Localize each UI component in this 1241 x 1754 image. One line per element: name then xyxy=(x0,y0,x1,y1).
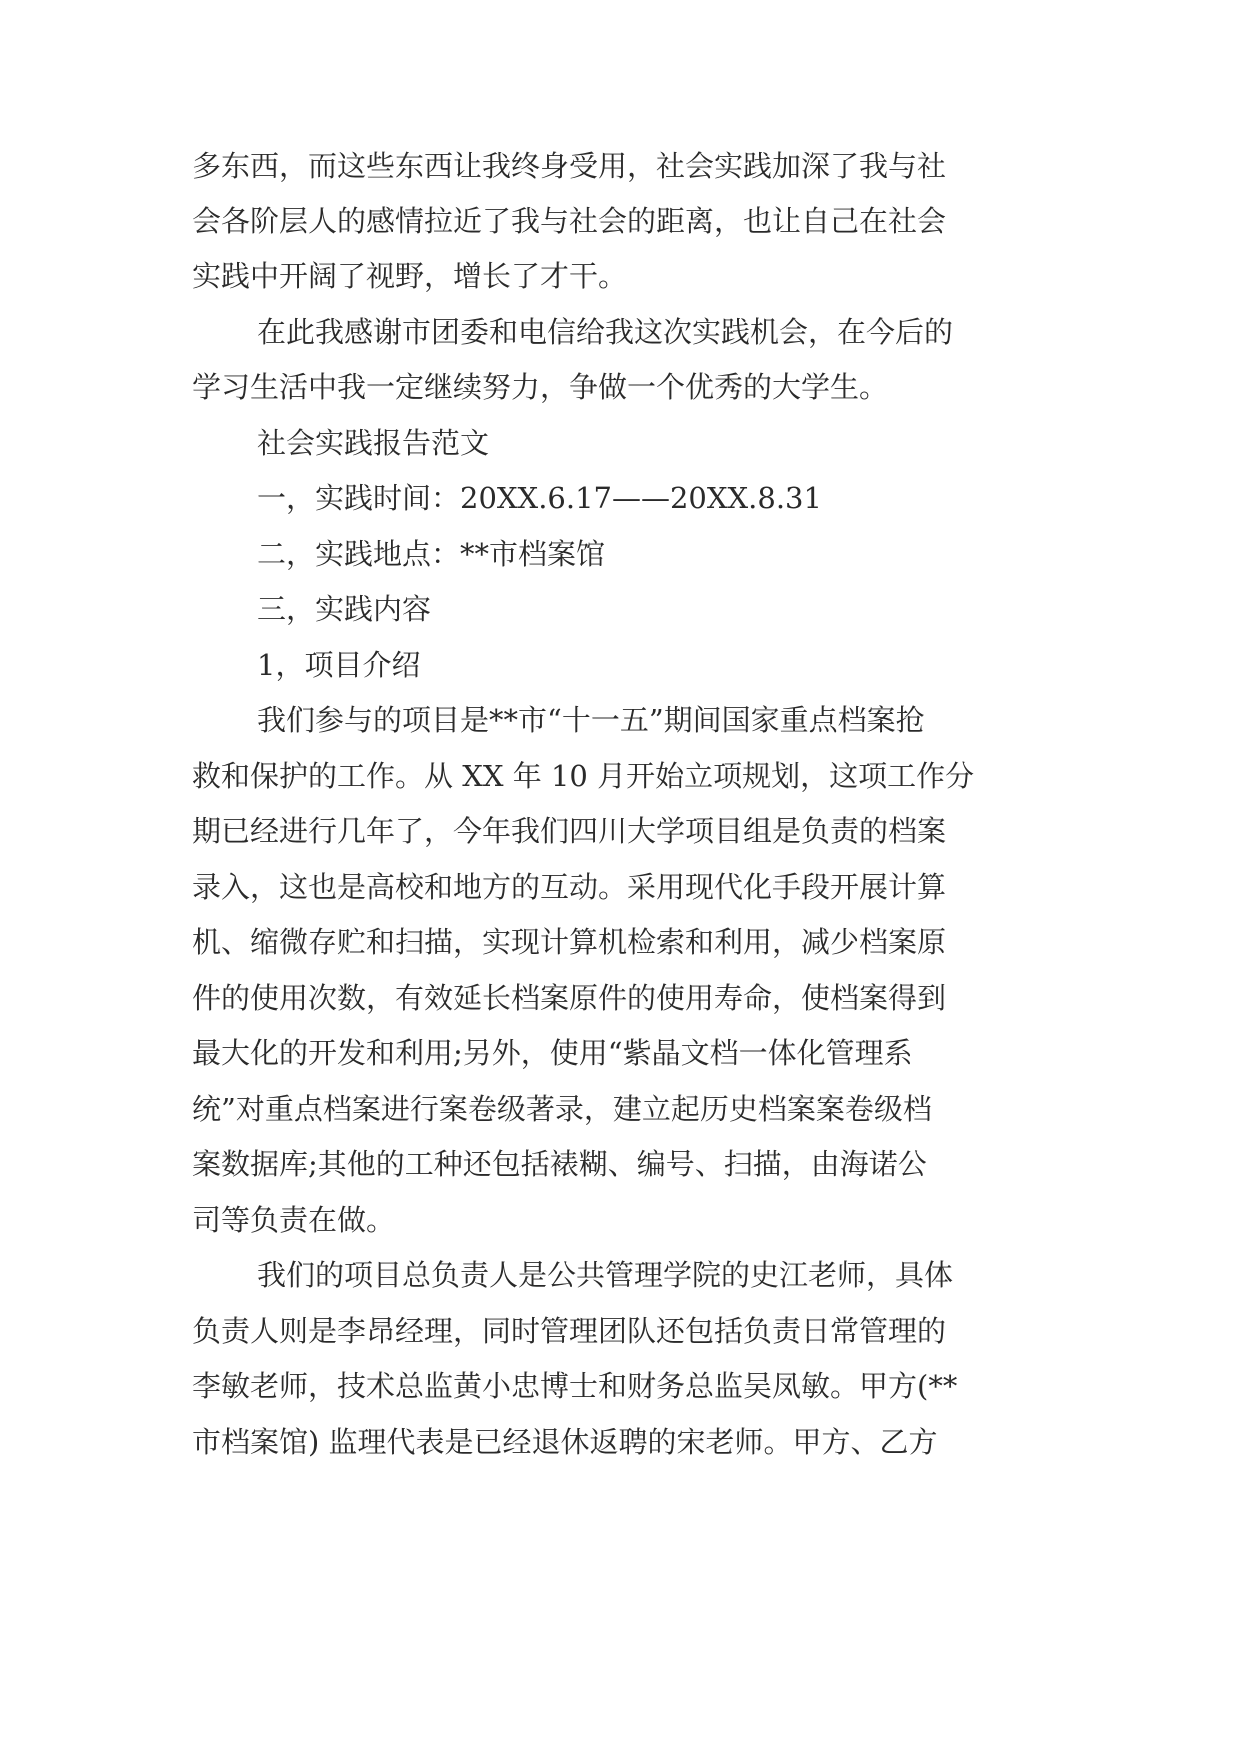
text-line: 期已经进行几年了，今年我们四川大学项目组是负责的档案 xyxy=(192,814,947,848)
text-line: 会各阶层人的感情拉近了我与社会的距离，也让自己在社会 xyxy=(192,204,947,238)
text-line: 救和保护的工作。从 XX 年 10 月开始立项规划，这项工作分 xyxy=(192,759,975,793)
paragraph-first-line: 我们参与的项目是**市“十一五”期间国家重点档案抢 xyxy=(257,703,925,737)
text-line: 多东西，而这些东西让我终身受用，社会实践加深了我与社 xyxy=(192,149,947,183)
text-line: 负责人则是李昂经理，同时管理团队还包括负责日常管理的 xyxy=(192,1314,947,1348)
text-line: 学习生活中我一定继续努力，争做一个优秀的大学生。 xyxy=(192,370,889,404)
text-line: 市档案馆) 监理代表是已经退休返聘的宋老师。甲方、乙方 xyxy=(192,1425,938,1459)
section-heading: 社会实践报告范文 xyxy=(257,426,490,460)
text-line: 机、缩微存贮和扫描，实现计算机检索和利用，减少档案原 xyxy=(192,925,947,959)
text-line: 李敏老师，技术总监黄小忠博士和财务总监吴凤敏。甲方(** xyxy=(192,1369,958,1403)
subsection-heading: 1，项目介绍 xyxy=(257,648,421,682)
text-line: 件的使用次数，有效延长档案原件的使用寿命，使档案得到 xyxy=(192,981,947,1015)
text-line: 录入，这也是高校和地方的互动。采用现代化手段开展计算 xyxy=(192,870,947,904)
text-line: 案数据库;其他的工种还包括裱糊、编号、扫描，由海诺公 xyxy=(192,1147,927,1181)
text-line: 实践中开阔了视野，增长了才干。 xyxy=(192,259,628,293)
practice-content-item: 三，实践内容 xyxy=(257,592,432,626)
paragraph-first-line: 在此我感谢市团委和电信给我这次实践机会，在今后的 xyxy=(257,315,954,349)
practice-location-item: 二，实践地点：**市档案馆 xyxy=(257,537,606,571)
paragraph-first-line: 我们的项目总负责人是公共管理学院的史江老师，具体 xyxy=(257,1258,954,1292)
text-line: 统”对重点档案进行案卷级著录，建立起历史档案案卷级档 xyxy=(192,1092,932,1126)
practice-time-item: 一，实践时间：20XX.6.17——20XX.8.31 xyxy=(257,481,822,515)
text-line: 司等负责在做。 xyxy=(192,1203,396,1237)
text-line: 最大化的开发和利用;另外，使用“紫晶文档一体化管理系 xyxy=(192,1036,913,1070)
